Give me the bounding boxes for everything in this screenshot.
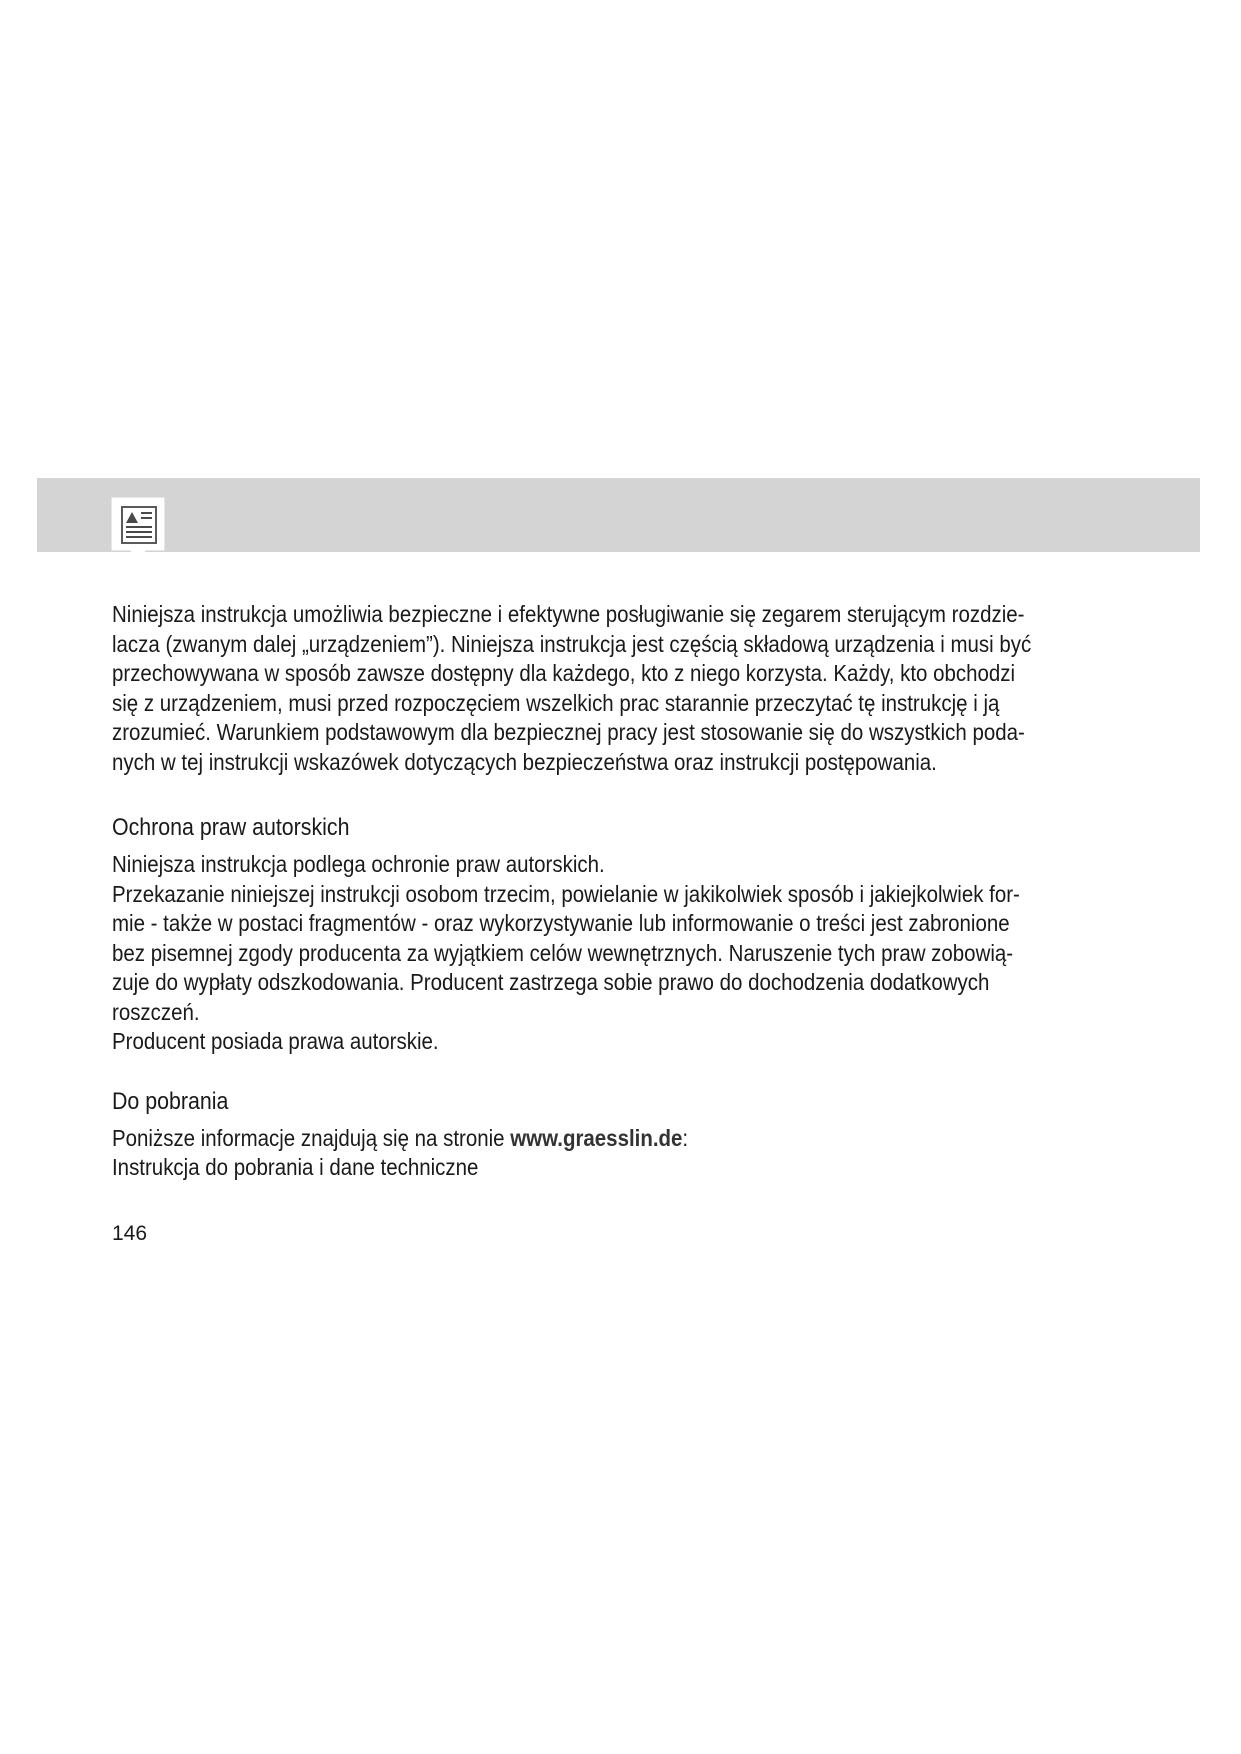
download-paragraph: [112, 1124, 1020, 1183]
copyright-line: mie - także w postaci fragmentów - oraz wykorzystywanie lub informowanie o treści jest zabronione: [112, 910, 1010, 936]
download-line: Instrukcja do pobrania i dane techniczne: [112, 1154, 479, 1180]
copyright-line: bez pisemnej zgody producenta za wyjątkiem celów wewnętrznych. Naruszenie tych praw zobowią-: [112, 939, 1014, 966]
intro-line: lacza (zwanym dalej „urządzeniem”). Niniejsza instrukcja jest częścią składową urządzenia i musi być: [112, 630, 1032, 657]
copyright-line: Producent posiada prawa autorskie.: [112, 1028, 439, 1054]
download-text-suffix: :: [682, 1124, 689, 1151]
website-link[interactable]: www.graesslin.de: [510, 1124, 683, 1151]
intro-line: przechowywana w sposób zawsze dostępny dla każdego, kto z niego korzysta. Każdy, kto obchodzi: [112, 660, 1016, 686]
section-header-band: [37, 478, 1200, 552]
document-body: [112, 600, 1032, 1183]
copyright-paragraph: [112, 850, 1020, 1057]
download-heading: Do pobrania: [112, 1087, 229, 1115]
copyright-line: roszczeń.: [112, 998, 200, 1025]
intro-line: się z urządzeniem, musi przed rozpoczęciem wszelkich prac starannie przeczytać tę instrukcję i ją: [112, 689, 1000, 716]
copyright-line: zuje do wypłaty odszkodowania. Producent zastrzega sobie prawo do dochodzenia dodatkowych: [112, 969, 990, 995]
intro-line: nych w tej instrukcji wskazówek dotyczących bezpieczeństwa oraz instrukcji postępowania.: [112, 748, 937, 775]
download-line: [112, 1124, 1020, 1154]
intro-paragraph: [112, 600, 1032, 777]
document-icon: [111, 497, 165, 551]
download-text-prefix: Poniższe informacje znajdują się na stronie: [112, 1124, 511, 1151]
intro-line: zrozumieć. Warunkiem podstawowym dla bezpiecznej pracy jest stosowanie się do wszystkich poda-: [112, 719, 1025, 745]
page-number: 146: [112, 1222, 148, 1245]
copyright-line: Przekazanie niniejszej instrukcji osobom trzecim, powielanie w jakikolwiek sposób i jakiejkolwiek for-: [112, 880, 1020, 907]
copyright-line: Niniejsza instrukcja podlega ochronie praw autorskich.: [112, 851, 605, 877]
copyright-heading: Ochrona praw autorskich: [112, 814, 350, 841]
intro-line: Niniejsza instrukcja umożliwia bezpieczne i efektywne posługiwanie się zegarem sterującym rozdzie-: [112, 601, 1025, 627]
